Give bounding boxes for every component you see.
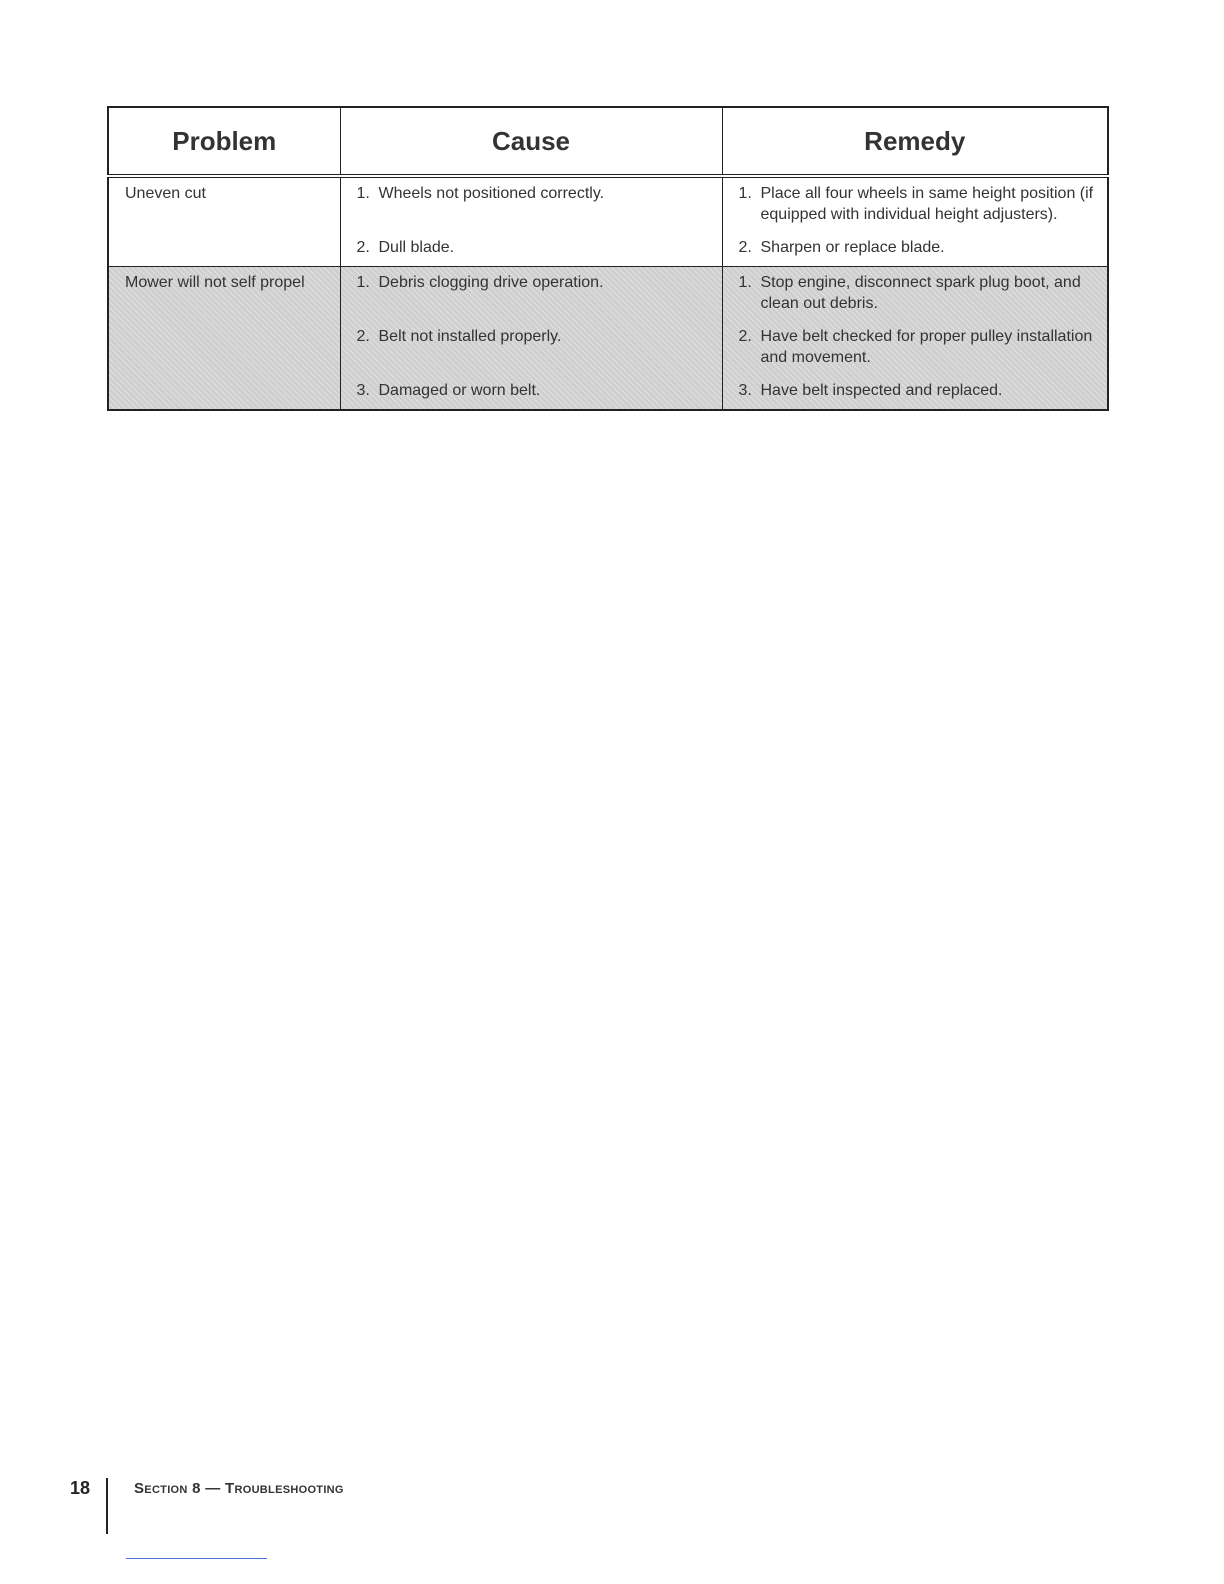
- item-number: 2.: [738, 239, 752, 256]
- page-footer: [70, 1478, 344, 1534]
- item-text: Damaged or worn belt.: [378, 382, 541, 399]
- item-text: Wheels not positioned correctly.: [378, 185, 605, 202]
- item-text: Belt not installed properly.: [378, 328, 562, 345]
- table-row: [108, 176, 1108, 267]
- link-underline: [126, 1558, 267, 1559]
- item-text: Sharpen or replace blade.: [760, 239, 945, 256]
- item-text: Have belt inspected and replaced.: [760, 382, 1003, 399]
- cause-cell: [340, 176, 722, 267]
- item-number: 2.: [738, 328, 752, 345]
- item-text: Dull blade.: [378, 239, 455, 256]
- item-text: Have belt checked for proper pulley installation and movement.: [760, 328, 1093, 366]
- cause-cell: [340, 267, 722, 411]
- table-header-row: [108, 107, 1108, 176]
- troubleshooting-table: [107, 106, 1109, 411]
- item-number: 1.: [356, 185, 370, 202]
- item-text: Place all four wheels in same height position (if equipped with individual height adjusters).: [760, 185, 1094, 223]
- item-number: 2.: [356, 328, 370, 345]
- footer-divider: [106, 1478, 108, 1534]
- item-number: 3.: [356, 382, 370, 399]
- section-title: Section 8 — Troubleshooting: [134, 1480, 344, 1497]
- item-text: Debris clogging drive operation.: [378, 274, 604, 291]
- remedy-item: [739, 380, 1100, 401]
- problem-cell: Uneven cut: [108, 176, 340, 267]
- remedy-cell: [722, 267, 1108, 411]
- cause-item: [357, 272, 714, 326]
- header-cause: Cause: [340, 107, 722, 176]
- remedy-item: [739, 183, 1100, 237]
- cause-item: [357, 380, 714, 401]
- page-number: 18: [70, 1478, 91, 1498]
- remedy-cell: [722, 176, 1108, 267]
- remedy-item: [739, 272, 1100, 326]
- cause-item: [357, 326, 714, 380]
- remedy-item: [739, 326, 1100, 380]
- item-number: 3.: [738, 382, 752, 399]
- table-row: [108, 267, 1108, 411]
- item-number: 2.: [356, 239, 370, 256]
- header-remedy: Remedy: [722, 107, 1108, 176]
- cause-item: [357, 237, 714, 258]
- header-problem: Problem: [108, 107, 340, 176]
- cause-item: [357, 183, 714, 237]
- problem-cell: Mower will not self propel: [108, 267, 340, 411]
- item-number: 1.: [738, 185, 752, 202]
- item-number: 1.: [356, 274, 370, 291]
- remedy-item: [739, 237, 1100, 258]
- item-number: 1.: [738, 274, 752, 291]
- item-text: Stop engine, disconnect spark plug boot, and clean out debris.: [760, 274, 1081, 312]
